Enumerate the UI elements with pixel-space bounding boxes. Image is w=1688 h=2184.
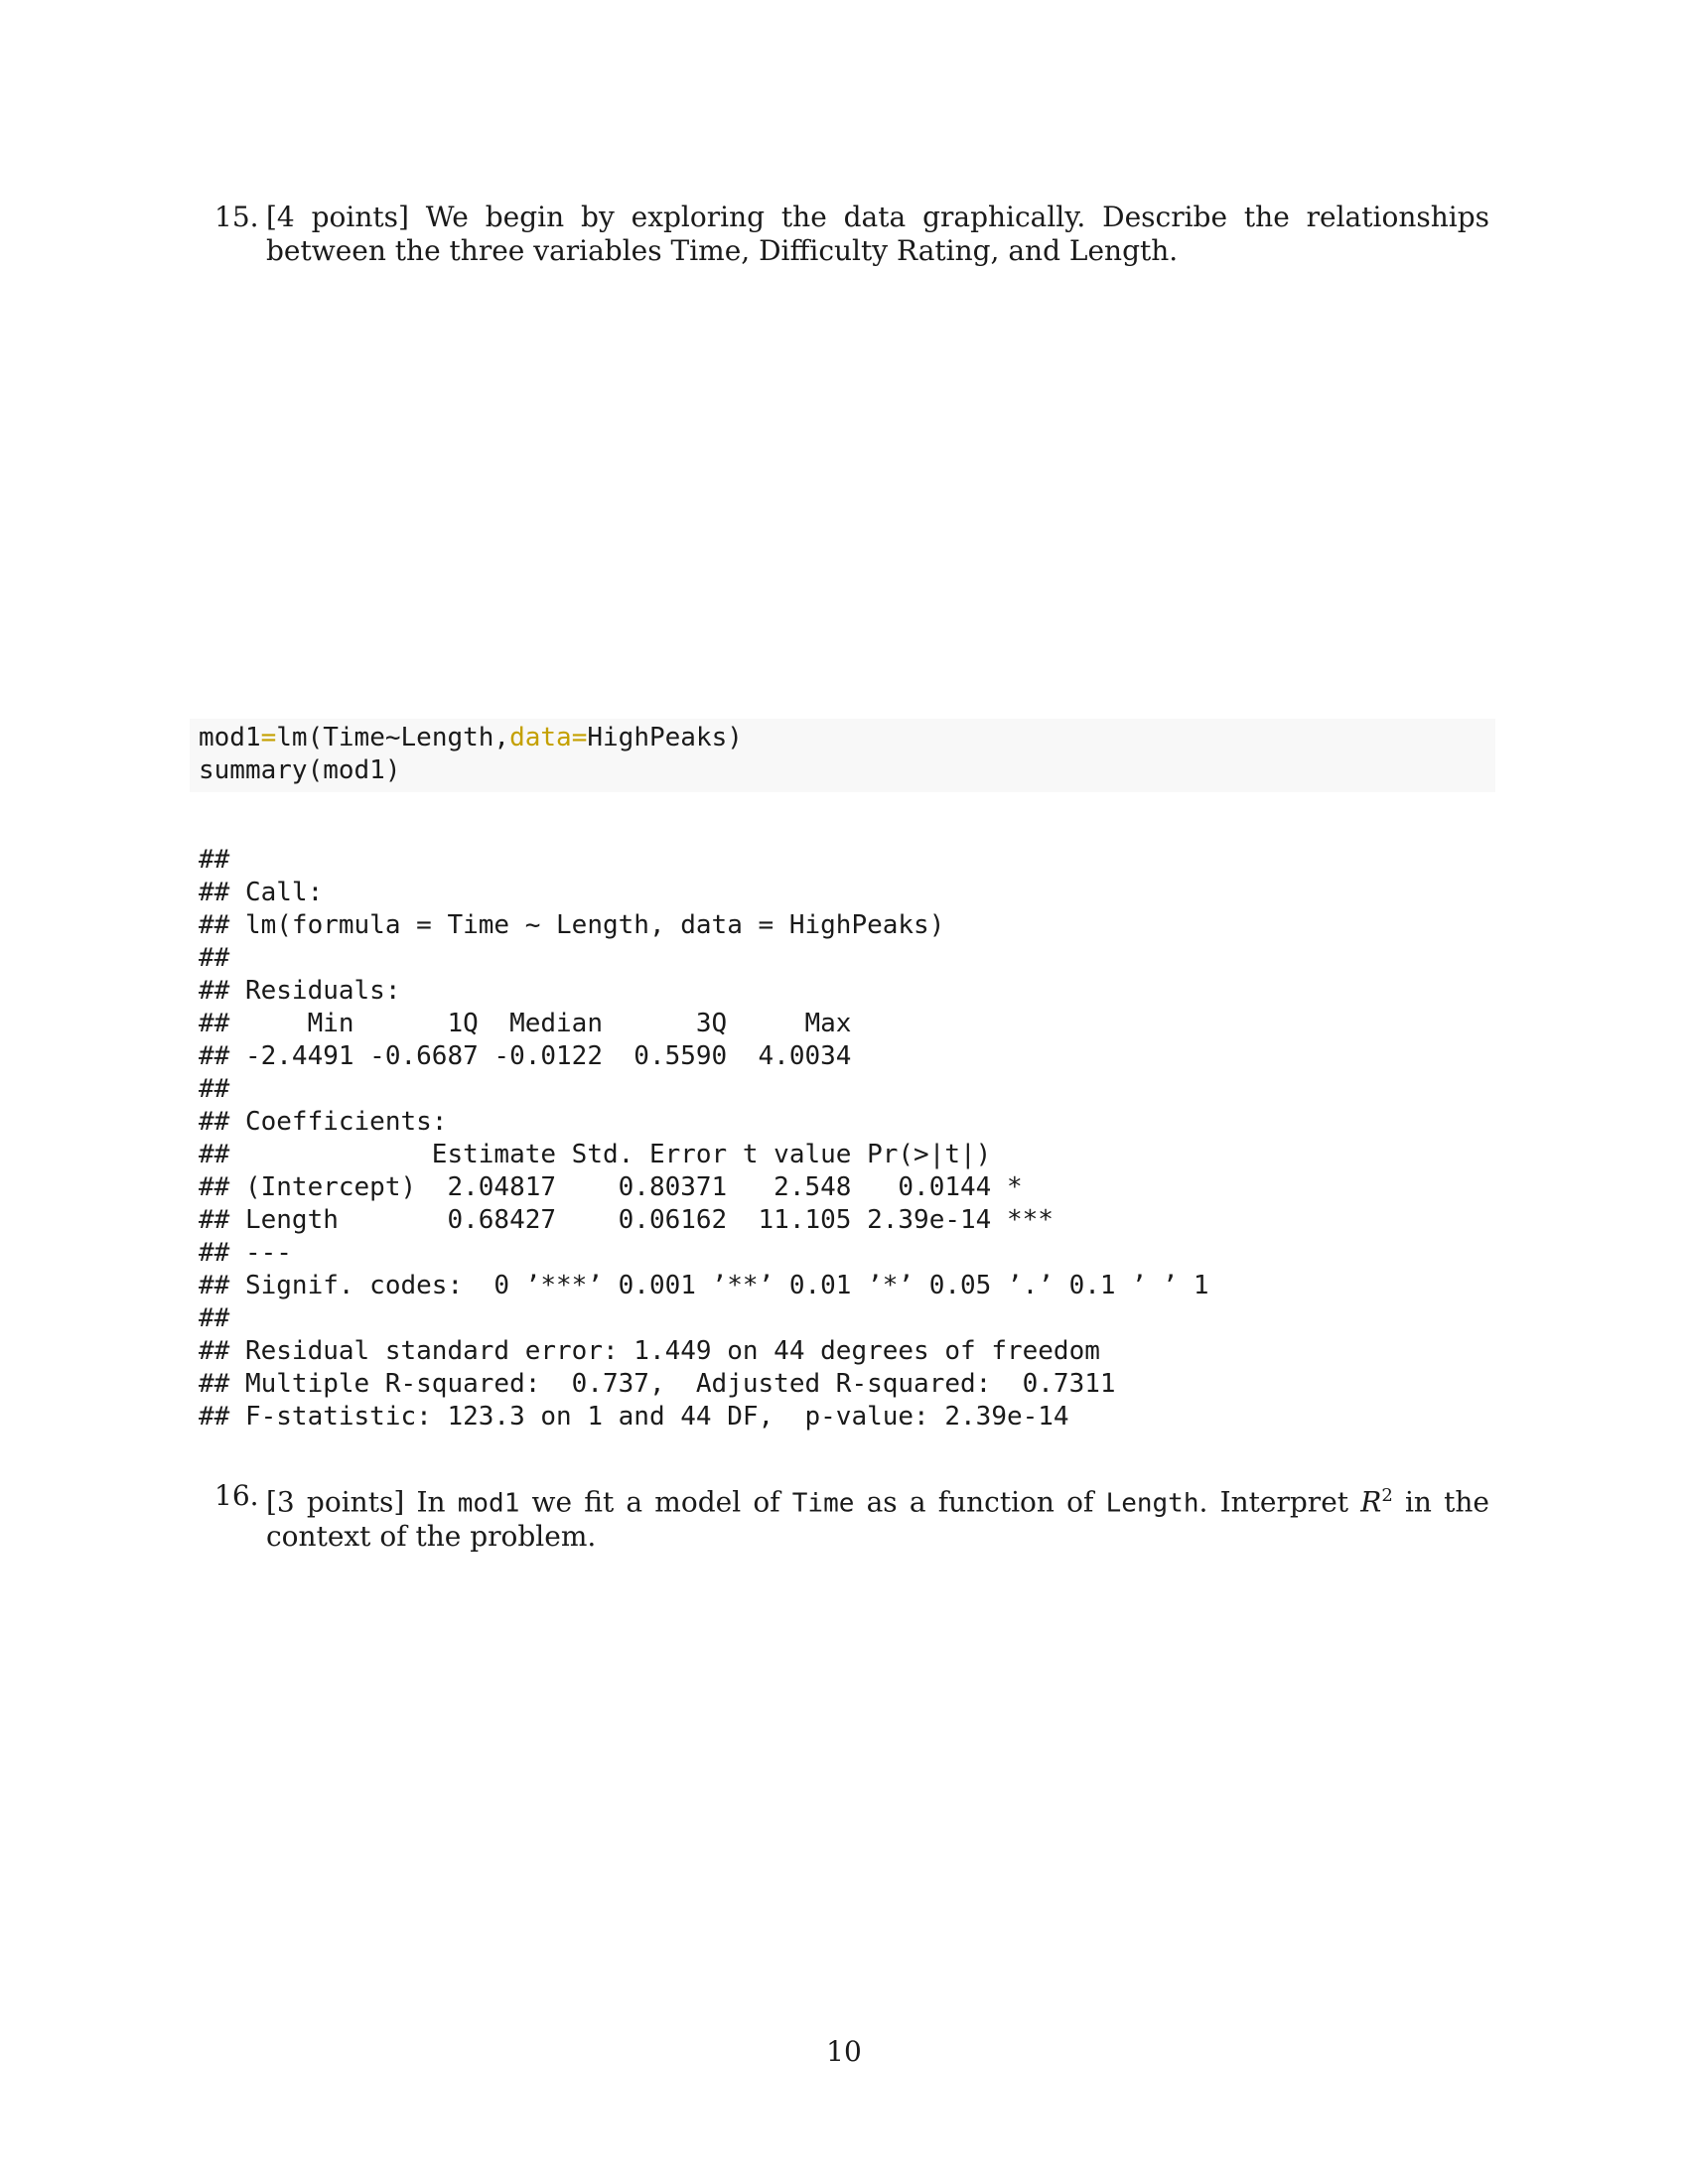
output-line: ## (Intercept) 2.04817 0.80371 2.548 0.0144 * [199, 1172, 1023, 1202]
output-line: ## [199, 1303, 230, 1333]
question-16 [214, 1479, 1489, 1554]
output-line: ## Min 1Q Median 3Q Max [199, 1009, 852, 1038]
question-number: 15. [214, 201, 259, 233]
output-line: ## Coefficients: [199, 1107, 448, 1137]
output-line: ## [199, 943, 230, 973]
output-line: ## Residuals: [199, 976, 401, 1006]
output-line: ## Multiple R-squared: 0.737, Adjusted R-squared: 0.7311 [199, 1369, 1116, 1399]
output-line: ## -2.4491 -0.6687 -0.0122 0.5590 4.0034 [199, 1041, 852, 1071]
code-line-1: mod1=lm(Time~Length,data=HighPeaks) [199, 723, 743, 752]
question-text: [4 points] We begin by exploring the data graphically. Describe the relationships between the three variables Time, Difficulty Rating, and Length. [266, 201, 1489, 267]
output-line: ## Residual standard error: 1.449 on 44 degrees of freedom [199, 1336, 1100, 1366]
question-15 [214, 201, 1489, 268]
output-line: ## lm(formula = Time ~ Length, data = HighPeaks) [199, 910, 945, 940]
output-line: ## Signif. codes: 0 ’***’ 0.001 ’**’ 0.01 ’*’ 0.05 ’.’ 0.1 ’ ’ 1 [199, 1271, 1209, 1300]
output-line: ## F-statistic: 123.3 on 1 and 44 DF, p-value: 2.39e-14 [199, 1402, 1069, 1432]
question-number: 16. [214, 1479, 259, 1512]
output-line: ## Length 0.68427 0.06162 11.105 2.39e-14 *** [199, 1205, 1054, 1235]
output-line: ## Call: [199, 878, 324, 907]
output-line: ## [199, 1074, 230, 1104]
output-line: ## --- [199, 1238, 292, 1268]
output-line: ## Estimate Std. Error t value Pr(>|t|) [199, 1140, 992, 1169]
page-number: 10 [826, 2035, 862, 2068]
question-text: [3 points] In mod1 we fit a model of Time as a function of Length. Interpret $R^2$ in the context of the problem. [266, 1485, 1489, 1554]
output-line: ## [199, 845, 230, 875]
code-line-2: summary(mod1) [199, 755, 401, 785]
